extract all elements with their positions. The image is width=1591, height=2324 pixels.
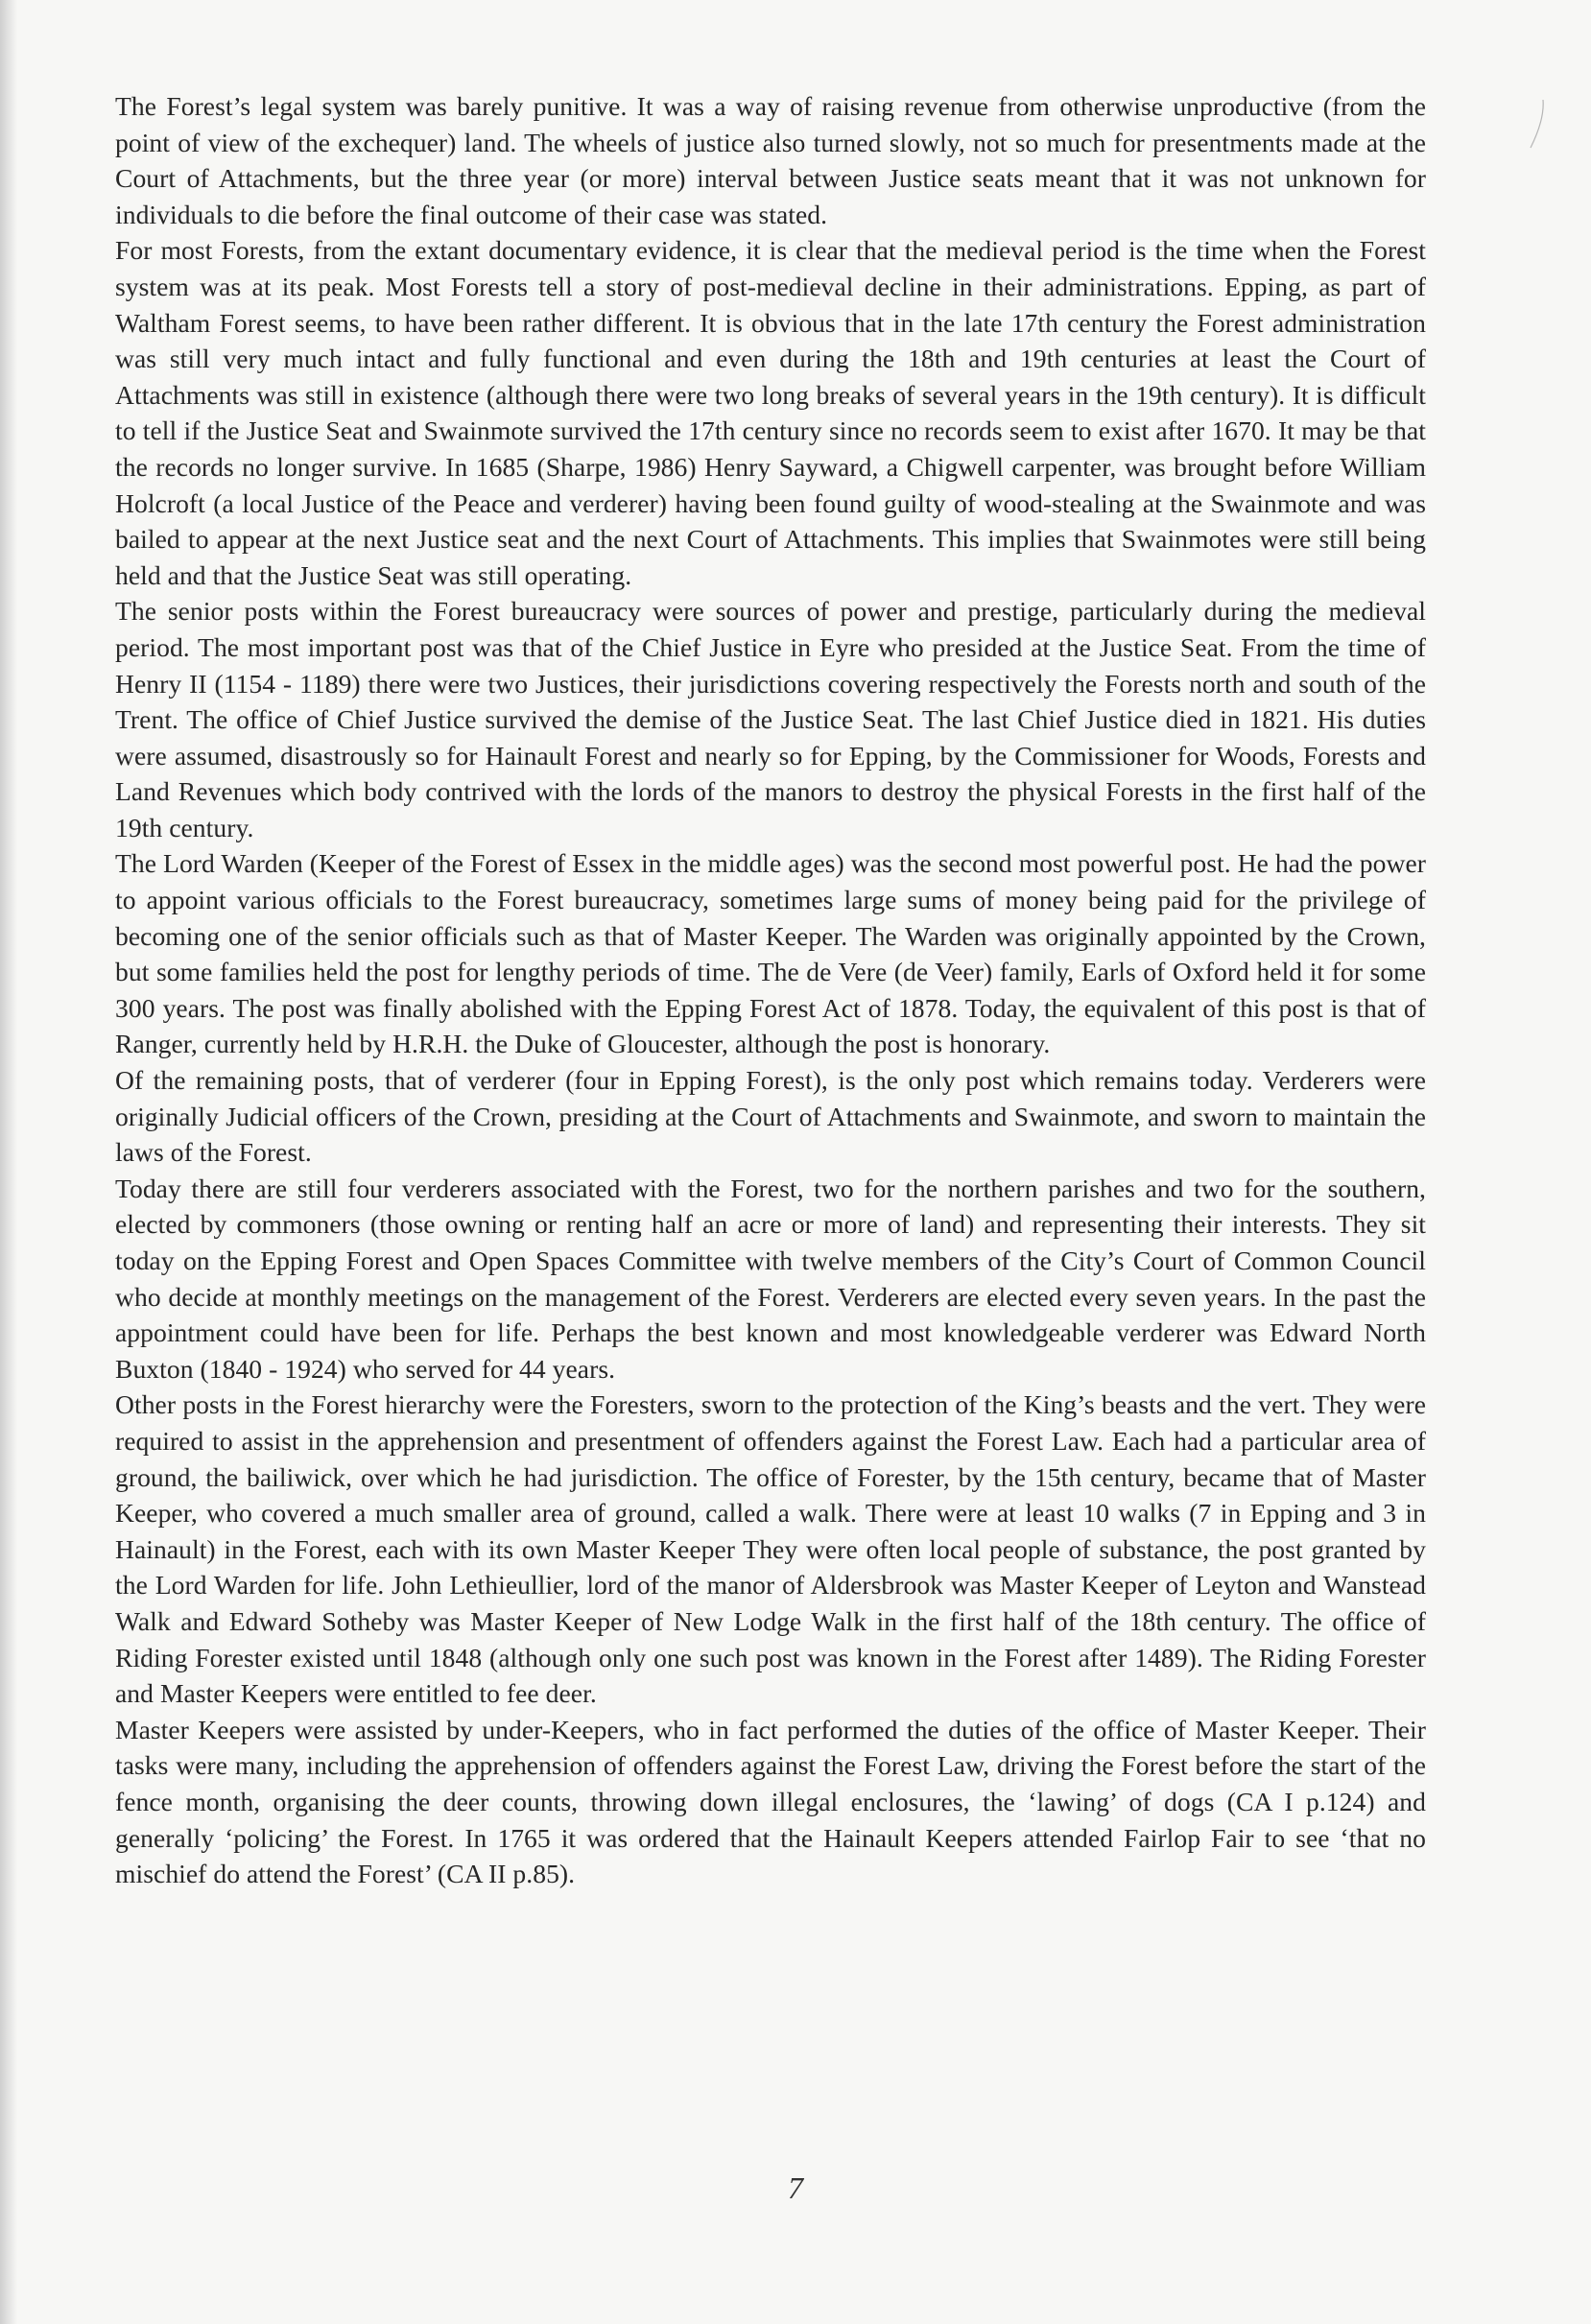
page-number: 7 (788, 2170, 803, 2205)
paragraph-verderer: Of the remaining posts, that of verderer (four in Epping Forest), is the only post which remains today. Verderers were originally Judicial officers of the Crown, presiding at the Court of Attachments and Swainmote, and sworn to maintain the laws of the Forest. (115, 1065, 1426, 1168)
page-edge-shadow (0, 0, 17, 2324)
paragraph-lord-warden: The Lord Warden (Keeper of the Forest of Essex in the middle ages) was the second most powerful post. He had the power to appoint various officials to the Forest bureaucracy, sometimes large sums of money being paid for the privilege of becoming one of the senior officials such as that of Master Keeper. The Warden was originally appointed by the Crown, but some families held the post for lengthy periods of time. The de Vere (de Veer) family, Earls of Oxford held it for some 300 years. The post was finally abolished with the Epping Forest Act of 1878. Today, the equivalent of this post is that of Ranger, currently held by H.R.H. the Duke of Gloucester, although the post is honorary. (115, 848, 1426, 1059)
paragraph-senior-posts: The senior posts within the Forest bureaucracy were sources of power and prestige, particularly during the medieval period. The most important post was that of the Chief Justice in Eyre who presided at the Justice Seat. From the time of Henry II (1154 - 1189) there were two Justices, their jurisdictions covering respectively the Forests north and south of the Trent. The office of Chief Justice survived the demise of the Justice Seat. The last Chief Justice died in 1821. His duties were assumed, disastrously so for Hainault Forest and nearly so for Epping, by the Commissioner for Woods, Forests and Land Revenues which body contrived with the lords of the manors to destroy the physical Forests in the first half of the 19th century. (115, 596, 1426, 842)
paragraph-verderers-today: Today there are still four verderers associated with the Forest, two for the northern parishes and two for the southern, elected by commoners (those owning or renting half an acre or more of land) and representing their interests. They sit today on the Epping Forest and Open Spaces Committee with twelve members of the City’s Court of Common Council who decide at monthly meetings on the management of the Forest. Verderers are elected every seven years. In the past the appointment could have been for life. Perhaps the best known and most knowledgeable verderer was Edward North Buxton (1840 - 1924) who served for 44 years. (115, 1173, 1426, 1384)
paragraph-master-keepers: Master Keepers were assisted by under-Keepers, who in fact performed the duties of the office of Master Keeper. Their tasks were many, including the apprehension of offenders against the Forest Law, driving the Forest before the start of the fence month, organising the deer counts, throwing down illegal enclosures, the ‘lawing’ of dogs (CA I p.124) and generally ‘policing’ the Forest. In 1765 it was ordered that the Hainault Keepers attended Fairlop Fair to see ‘that no mischief do attend the Forest’ (CA II p.85). (115, 1714, 1426, 1889)
document-body (115, 88, 1426, 1892)
margin-pencil-mark (1528, 98, 1547, 155)
paragraph-medieval-period: For most Forests, from the extant documentary evidence, it is clear that the medieval period is the time when the Forest system was at its peak. Most Forests tell a story of post-medieval decline in their administrations. Epping, as part of Waltham Forest seems, to have been rather different. It is obvious that in the late 17th century the Forest administration was still very much intact and fully functional and even during the 18th and 19th centuries at least the Court of Attachments was still in existence (although there were two long breaks of several years in the 19th century). It is difficult to tell if the Justice Seat and Swainmote survived the 17th century since no records seem to exist after 1670. It may be that the records no longer survive. In 1685 (Sharpe, 1986) Henry Sayward, a Chigwell carpenter, was brought before William Holcroft (a local Justice of the Peace and verderer) having been found guilty of wood-stealing at the Swainmote and was bailed to appear at the next Justice seat and the next Court of Attachments. This implies that Swainmotes were still being held and that the Justice Seat was still operating. (115, 235, 1426, 590)
paragraph-foresters: Other posts in the Forest hierarchy were the Foresters, sworn to the protection of the King’s beasts and the vert. They were required to assist in the apprehension and presentment of offenders against the Forest Law. Each had a particular area of ground, the bailiwick, over which he had jurisdiction. The office of Forester, by the 15th century, became that of Master Keeper, who covered a much smaller area of ground, called a walk. There were at least 10 walks (7 in Epping and 3 in Hainault) in the Forest, each with its own Master Keeper They were often local people of substance, the post granted by the Lord Warden for life. John Lethieullier, lord of the manor of Aldersbrook was Master Keeper of Leyton and Wanstead Walk and Edward Sotheby was Master Keeper of New Lodge Walk in the first half of the 18th century. The office of Riding Forester existed until 1848 (although only one such post was known in the Forest after 1489). The Riding Forester and Master Keepers were entitled to fee deer. (115, 1389, 1426, 1709)
paragraph-legal-system: The Forest’s legal system was barely punitive. It was a way of raising revenue from otherwise unproductive (from the point of view of the exchequer) land. The wheels of justice also turned slowly, not so much for presentments made at the Court of Attachments, but the three year (or more) interval between Justice seats meant that it was not unknown for individuals to die before the final outcome of their case was stated. (115, 91, 1426, 229)
